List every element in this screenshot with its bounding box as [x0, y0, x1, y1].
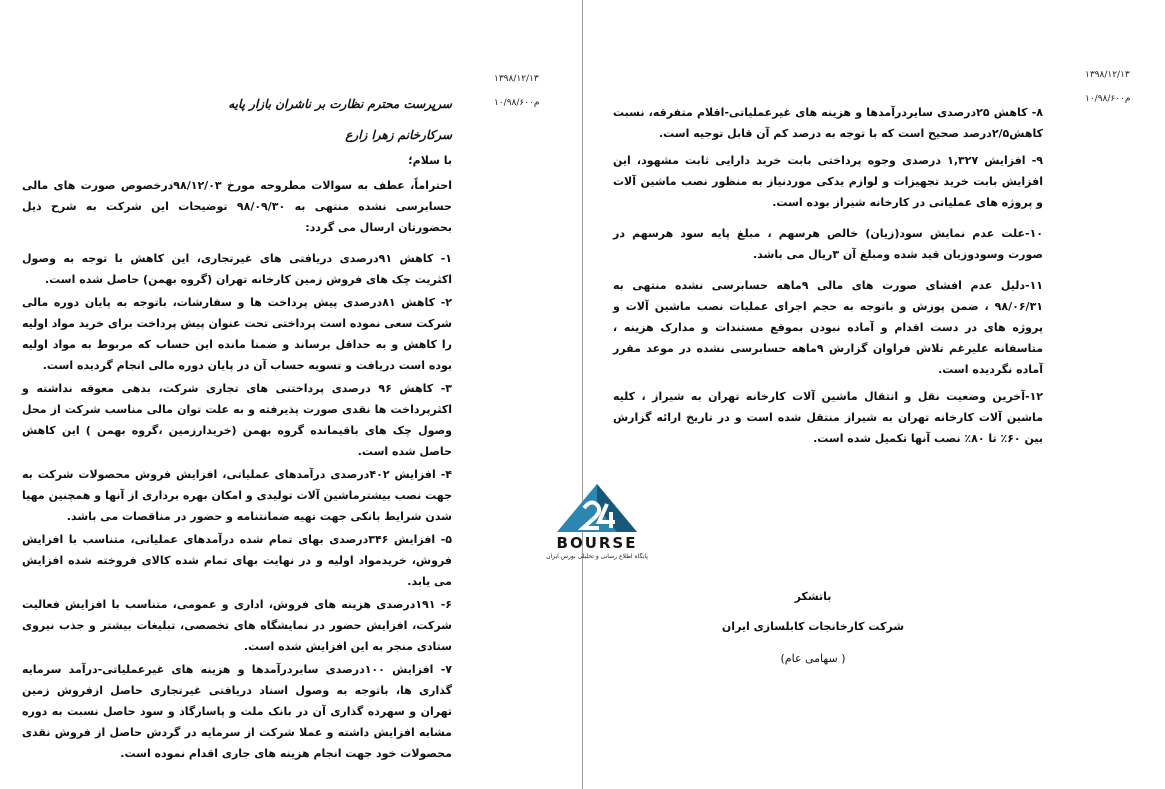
list-item: ۱۱-دلیل عدم افشای صورت های مالی ۹ماهه حسابرسی نشده منتهی به ۹۸/۰۶/۳۱ ، ضمن پوزش و باتوجه به حجم اجرای عملیات نصب ماشین آلات و پروژه های در دست اقدام و آماده نبودن بموقع مستندات و مدارک هزینه ، متاسفانه علیرغم تلاش فراوان گزارش ۹ماهه حسابرسی نشده در موعد مقرر آماده نگردیده است.	[613, 279, 1043, 376]
list-item: ۲- کاهش ۸۱درصدی پیش پرداخت ها و سفارشات، باتوجه به پایان دوره مالی شرکت سعی نموده است پرداختی تحت عنوان پیش پرداخت برای خرید مواد اولیه را کاهش و به حداقل برساند و ضمنا مانده این حساب که مربوط به مواد اولیه بوده است دریافت و تسویه حساب آن در پایان دوره مالی انجام گردیده است.	[22, 296, 452, 372]
list-item: ۹- افزایش ۱,۳۲۷ درصدی وجوه پرداختی بابت خرید دارایی ثابت مشهود، این افزایش بابت خرید تجهیزات و لوازم یدکی موردنیاز به منظور نصب ماشین آلات و پروژه های عملیاتی در کارخانه شیراز بوده است.	[613, 154, 1043, 209]
greeting: با سلام؛	[408, 154, 452, 167]
bourse-logo-mark-icon	[537, 482, 657, 537]
list-item: ۱- کاهش ۹۱درصدی دریافتی های غیرتجاری، این کاهش با توجه به وصول اکثریت چک های فروش زمین کارخانه تهران (گروه بهمن) حاصل شده است.	[22, 252, 452, 286]
letter-date: ۱۳۹۸/۱۲/۱۳	[1085, 70, 1130, 80]
list-item: ۷- افزایش ۱۰۰درصدی سایردرآمدها و هزینه های غیرعملیاتی-درآمد سرمایه گذاری ها، باتوجه به وصول اسناد دریافتی غیرتجاری حاصل ازفروش زمین تهران و سهرده گذاری آن در بانک ملت و پاسارگاد و سود حاصل نسبت به دوره مشابه افزایش داشته و عملا شرکت از سرمایه در گردش حاصل از فروش نقدی محصولات خود جهت انجام هزینه های جاری اقدام نموده است.	[22, 663, 452, 760]
intro-paragraph: احتراماً، عطف به سوالات مطروحه مورخ ۹۸/۱۲/۰۳درخصوص صورت های مالی حسابرسی نشده منتهی به ۹۸/۰۹/۳۰ توضیحات این شرکت به شرح ذیل بحضورتان ارسال می گردد:	[22, 179, 452, 234]
list-item: ۳- کاهش ۹۶ درصدی پرداختنی های تجاری شرکت، بدهی معوقه نداشته و اکثرپرداخت ها نقدی صورت پذیرفته و به علت توان مالی مناسب شرکت از محل وصول چک های باقیمانده گروه بهمن (خریدارزمین ،گروه بهمن ) این کاهش حاصل شده است.	[22, 382, 452, 458]
left-page	[0, 0, 582, 789]
list-item: ۵- افزایش ۳۴۶درصدی بهای تمام شده درآمدهای عملیاتی، متناسب با افزایش فروش، خریدمواد اولیه و در نهایت بهای تمام شده کالای فروخته شده افزایش می یابد.	[22, 533, 452, 588]
letter-date: ۱۳۹۸/۱۲/۱۳	[494, 74, 539, 84]
list-item: ۴- افزایش ۴۰۲درصدی درآمدهای عملیاتی، افزایش فروش محصولات شرکت به جهت نصب بیشترماشین آلات تولیدی و امکان بهره برداری از آنها و همچنین مهیا شدن شرایط بانکی جهت تهیه ضمانتنامه و حضور در مناقصات می باشد.	[22, 468, 452, 523]
letter-reference: ۱۰/۹۸/۶۰۰م	[494, 98, 540, 108]
right-text-column	[613, 100, 1043, 449]
closing: باتشکر	[794, 590, 832, 603]
company-name: شرکت کارخانجات کابلسازی ایران	[721, 620, 905, 633]
list-item: ۶- ۱۹۱درصدی هزینه های فروش، اداری و عمومی، متناسب با افزایش فعالیت شرکت، افزایش حضور در نمایشگاه های تخصصی، تبلیغات بیشتر و جذب نیروی ستادی منجر به این افزایش شده است.	[22, 598, 452, 653]
company-type: ( سهامی عام)	[780, 652, 846, 665]
addressee-name: سرکارخانم زهرا زارع	[345, 128, 452, 142]
list-item: ۱۲-آخرین وضعیت نقل و انتقال ماشین آلات کارخانه تهران به شیراز ، کلیه ماشین آلات کارخانه تهران به شیراز منتقل شده است و در تاریخ ارائه گزارش بین ۶۰٪ تا ۸۰٪ نصب آنها تکمیل شده است.	[613, 390, 1043, 445]
bourse-logo	[537, 482, 657, 577]
left-text-column	[22, 94, 452, 764]
letter-reference: ۱۰/۹۸/۶۰۰م	[1085, 94, 1131, 104]
list-item: ۱۰-علت عدم نمایش سود(زیان) خالص هرسهم ، مبلغ پایه سود هرسهم در صورت وسودوزیان قید شده ومبلغ آن ۳ریال می باشد.	[613, 227, 1043, 261]
right-page	[583, 0, 1165, 789]
list-item: ۸- کاهش ۲۵درصدی سایردرآمدها و هزینه های غیرعملیاتی-اقلام متفرقه، نسبت کاهش۲/۵درصد صحیح است که با توجه به درصد کم آن قابل توجیه است.	[613, 106, 1043, 140]
addressee-title: سرپرست محترم نظارت بر ناشران بازار پایه	[228, 97, 452, 111]
bourse-logo-word: BOURSE	[556, 534, 638, 552]
bourse-logo-subtitle: پایگاه اطلاع رسانی و تحلیلی بورس ایران	[546, 553, 648, 560]
